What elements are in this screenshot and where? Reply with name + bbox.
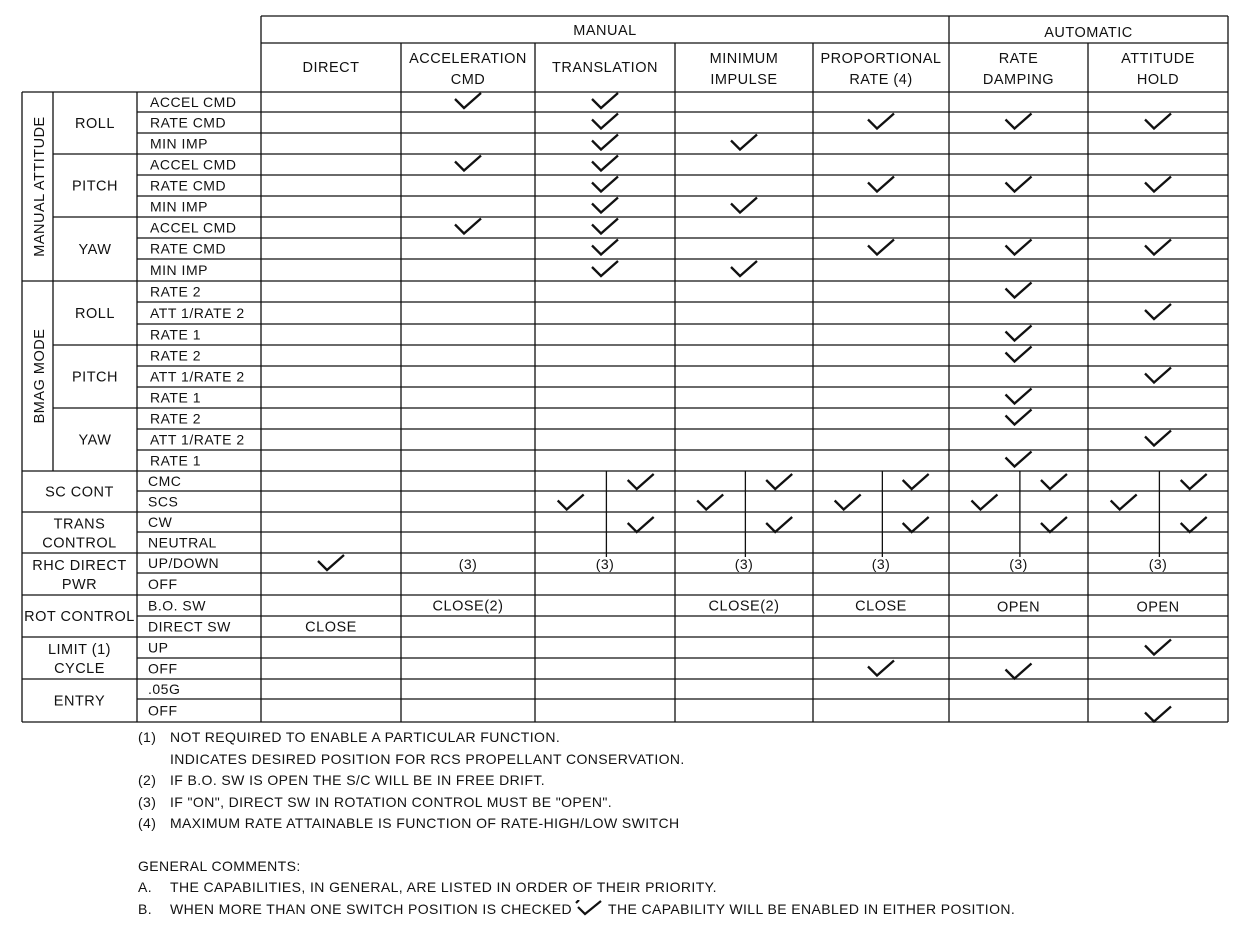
footnote-ref-3: (3) — [595, 556, 615, 572]
mode-row-label: ATT 1/RATE 2 — [150, 368, 245, 385]
column-header-line2: IMPULSE — [710, 72, 778, 88]
mode-row-label: MIN IMP — [150, 135, 208, 152]
footnote-3: (3) IF "ON", DIRECT SW IN ROTATION CONTROL MUST BE "OPEN". — [138, 793, 613, 810]
control-row-label: .05G — [148, 681, 181, 697]
checkmark-icon — [1145, 114, 1171, 129]
mode-row-label: ATT 1/RATE 2 — [150, 305, 245, 321]
checkmark-icon — [1006, 664, 1032, 679]
axis-label: ROLL — [75, 116, 115, 132]
checkmark-icon — [903, 517, 929, 532]
column-header-line2: DAMPING — [982, 72, 1055, 88]
rot-atthold-value: OPEN — [1136, 599, 1180, 616]
control-label: ENTRY — [53, 693, 106, 710]
checkmark-icon — [455, 219, 481, 234]
column-header-line2: CMD — [450, 72, 486, 88]
footnote-ref-3: (3) — [1148, 556, 1168, 572]
checkmark-icon — [1145, 177, 1171, 192]
footnote-ref-3: (3) — [734, 556, 754, 572]
control-label: LIMIT (1) — [47, 642, 112, 658]
control-row-label: OFF — [148, 702, 178, 719]
control-row-label: DIRECT SW — [148, 618, 231, 635]
rot-accel-value: CLOSE(2) — [432, 598, 504, 615]
rot-direct-value: CLOSE — [305, 619, 357, 636]
general-comments-title: GENERAL COMMENTS: — [138, 857, 301, 874]
checkmark-icon — [1145, 431, 1171, 446]
footnote-ref-3: (3) — [871, 556, 891, 572]
control-row-label: UP — [148, 639, 169, 656]
footnote-1-continued: INDICATES DESIRED POSITION FOR RCS PROPELLANT CONSERVATION. — [170, 750, 685, 767]
control-row-label: B.O. SW — [148, 597, 206, 614]
rot-ratedamp-value: OPEN — [996, 599, 1041, 616]
column-header-line1: ACCELERATION — [409, 51, 527, 67]
column-header-line2: RATE (4) — [849, 72, 913, 88]
checkmark-icon — [1041, 474, 1067, 489]
footnote-2: (2) IF B.O. SW IS OPEN THE S/C WILL BE IN FREE DRIFT. — [138, 772, 546, 788]
checkmark-icon — [628, 474, 654, 489]
checkmark-icon — [971, 495, 997, 510]
mode-row-label: RATE CMD — [150, 240, 227, 257]
rot-prop-value: CLOSE — [855, 598, 907, 615]
checkmark-icon — [903, 474, 929, 489]
checkmark-icon — [1181, 517, 1207, 532]
checkmark-icon — [868, 240, 894, 255]
checkmark-icon — [628, 517, 654, 532]
mode-row-label: ACCEL CMD — [150, 94, 237, 110]
checkmark-icon — [592, 261, 618, 276]
mode-row-label: RATE CMD — [150, 177, 227, 194]
checkmark-icon — [1145, 240, 1171, 255]
axis-label: YAW — [78, 242, 112, 258]
checkmark-icon — [1145, 640, 1171, 655]
axis-label: YAW — [78, 432, 112, 449]
footnote-1: (1) NOT REQUIRED TO ENABLE A PARTICULAR FUNCTION. — [138, 729, 561, 745]
control-label: CONTROL — [42, 535, 117, 552]
footnote-ref-3: (3) — [1009, 556, 1028, 572]
mode-row-label: RATE 1 — [150, 452, 201, 469]
general-comment-b: B. WHEN MORE THAN ONE SWITCH POSITION IS CHECKED THE CAPABILITY WILL BE ENABLED IN EITHER POSITION. — [138, 900, 1016, 917]
checkmark-icon — [1145, 304, 1171, 319]
checkmark-icon — [455, 156, 481, 171]
checkmark-icon — [592, 198, 618, 213]
mode-row-label: RATE 2 — [150, 347, 201, 364]
rot-minimp-value: CLOSE(2) — [708, 598, 780, 615]
checkmark-icon — [574, 900, 604, 916]
control-label: TRANS — [53, 516, 106, 533]
checkmark-icon — [697, 495, 723, 510]
control-label: CYCLE — [54, 661, 105, 677]
mode-row-label: MIN IMP — [150, 198, 208, 215]
checkmark-icon — [592, 93, 618, 108]
control-row-label: CW — [148, 514, 173, 530]
checkmark-icon — [1041, 517, 1067, 532]
checkmark-icon — [1006, 326, 1032, 341]
control-label: SC CONT — [45, 484, 114, 501]
control-label: ROT CONTROL — [24, 609, 135, 625]
mode-row-label: RATE 1 — [150, 389, 201, 406]
checkmark-icon — [1145, 707, 1171, 722]
mode-row-label: ACCEL CMD — [150, 156, 237, 173]
group-label: MANUAL ATTITUDE — [32, 116, 48, 257]
checkmark-icon — [1145, 368, 1171, 383]
footnote-4: (4) MAXIMUM RATE ATTAINABLE IS FUNCTION OF RATE-HIGH/LOW SWITCH — [138, 815, 680, 831]
control-row-label: UP/DOWN — [148, 555, 220, 571]
checkmark-icon — [592, 156, 618, 171]
checkmark-icon — [592, 177, 618, 192]
axis-label: PITCH — [72, 178, 118, 195]
control-row-label: OFF — [148, 576, 178, 592]
control-row-label: SCS — [148, 493, 179, 510]
column-header-line1: PROPORTIONAL — [820, 51, 942, 67]
group-label: BMAG MODE — [32, 328, 48, 424]
checkmark-icon — [1006, 452, 1032, 467]
mode-row-label: ACCEL CMD — [150, 219, 237, 236]
checkmark-icon — [558, 495, 584, 510]
checkmark-icon — [766, 517, 792, 532]
header-manual: MANUAL — [573, 23, 637, 39]
checkmark-icon — [592, 135, 618, 150]
mode-row-label: ATT 1/RATE 2 — [150, 431, 245, 448]
control-label: RHC DIRECT — [32, 558, 127, 574]
checkmark-icon — [731, 135, 757, 150]
control-row-label: OFF — [148, 660, 178, 677]
checkmark-icon — [1006, 114, 1032, 129]
checkmark-icon — [1006, 240, 1032, 255]
column-header-line1: MINIMUM — [709, 51, 779, 67]
column-header: TRANSLATION — [552, 60, 658, 76]
column-header: DIRECT — [302, 60, 360, 76]
checkmark-icon — [1006, 410, 1032, 425]
checkmark-icon — [592, 240, 618, 255]
checkmark-icon — [1006, 283, 1032, 298]
checkmark-icon — [592, 114, 618, 129]
checkmark-icon — [835, 495, 861, 510]
mode-row-label: RATE 2 — [150, 283, 201, 300]
checkmark-icon — [731, 261, 757, 276]
control-row-label: CMC — [148, 473, 182, 489]
checkmark-icon — [868, 661, 894, 676]
mode-row-label: MIN IMP — [150, 262, 208, 278]
checkmark-icon — [766, 474, 792, 489]
header-automatic: AUTOMATIC — [1044, 25, 1133, 41]
column-header-line1: ATTITUDE — [1121, 51, 1195, 67]
general-comment-a: A. THE CAPABILITIES, IN GENERAL, ARE LISTED IN ORDER OF THEIR PRIORITY. — [138, 879, 717, 895]
checkmark-icon — [318, 555, 344, 570]
checkmark-icon — [1181, 474, 1207, 489]
checkmark-icon — [868, 177, 894, 192]
control-row-label: NEUTRAL — [148, 534, 217, 551]
column-header-line1: RATE — [998, 51, 1039, 67]
axis-label: ROLL — [75, 306, 115, 322]
mode-row-label: RATE 2 — [150, 410, 201, 427]
checkmark-icon — [1006, 177, 1032, 192]
mode-row-label: RATE CMD — [150, 114, 227, 131]
axis-label: PITCH — [72, 369, 118, 386]
control-label: PWR — [61, 577, 98, 593]
checkmark-icon — [868, 114, 894, 129]
checkmark-icon — [455, 93, 481, 108]
checkmark-icon — [1006, 389, 1032, 404]
column-header-line2: HOLD — [1136, 72, 1180, 88]
footnote-ref-3: (3) — [458, 556, 478, 572]
checkmark-icon — [1111, 495, 1137, 510]
checkmark-icon — [1006, 347, 1032, 362]
checkmark-icon — [731, 198, 757, 213]
checkmark-icon — [592, 219, 618, 234]
mode-row-label: RATE 1 — [150, 326, 201, 343]
notes-block — [138, 727, 1238, 920]
